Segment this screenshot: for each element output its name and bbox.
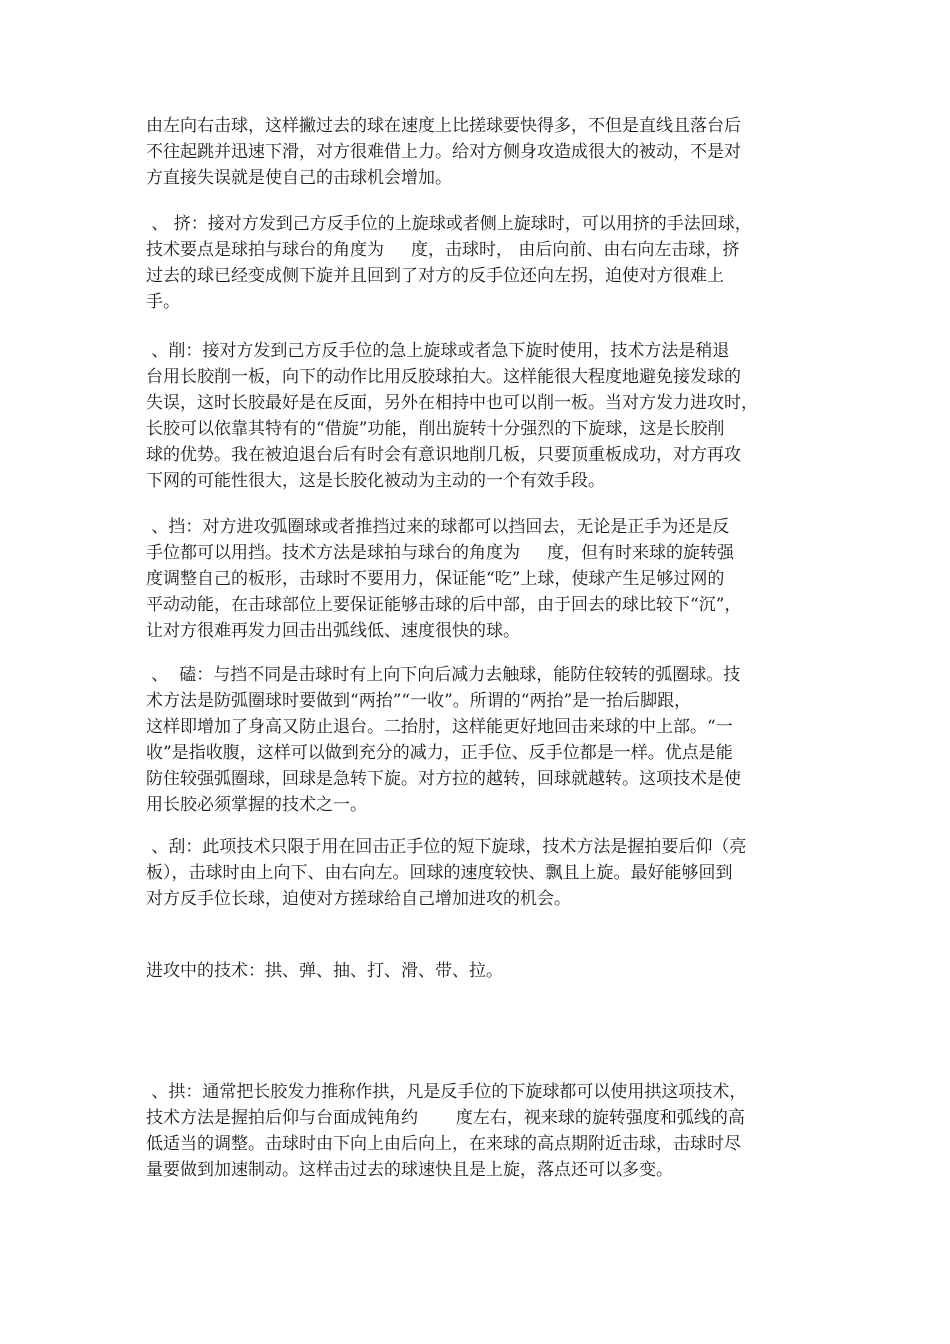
text-line: 这样即增加了身高又防止退台。二抬肘，这样能更好地回击来球的中上部。“一 — [146, 717, 733, 737]
text-line: 技术要点是球拍与球台的角度为 度，击球时， 由后向前、由右向左击球，挤 — [146, 240, 740, 260]
text-line: 板），击球时由上向下、由右向左。回球的速度较快、飘且上旋。最好能够回到 — [146, 863, 733, 883]
text-line: 不往起跳并迅速下滑，对方很难借上力。给对方侧身攻造成很大的被动，不是对 — [146, 142, 741, 162]
text-line: 、 磕：与挡不同是击球时有上向下向后减力去触球，能防住较转的弧圈球。技 — [146, 665, 741, 685]
text-line: 平动动能，在击球部位上要保证能够击球的后中部，由于回去的球比较下“沉”， — [146, 595, 742, 615]
text-line: 由左向右击球，这样撇过去的球在速度上比搓球要快得多，不但是直线且落台后 — [146, 116, 741, 136]
text-line: 进攻中的技术：拱、弹、抽、打、滑、带、拉。 — [146, 961, 503, 981]
paragraph-xiao — [146, 338, 758, 494]
text-line: 、削：接对方发到己方反手位的急上旋球或者急下旋时使用，技术方法是稍退 — [146, 341, 730, 361]
text-line: 、 挤：接对方发到己方反手位的上旋球或者侧上旋球时，可以用挤的手法回球， — [146, 214, 752, 234]
text-line: 球的优势。我在被迫退台后有时会有意识地削几板，只要顶重板成功，对方再攻 — [146, 445, 741, 465]
text-line: 对方反手位长球，迫使对方搓球给自己增加进攻的机会。 — [146, 889, 571, 909]
text-line: 防住较强弧圈球，回球是急转下旋。对方拉的越转，回球就越转。这项技术是使 — [146, 769, 741, 789]
text-line: 收”是指收腹，这样可以做到充分的减力，正手位、反手位都是一样。优点是能 — [146, 743, 733, 763]
text-line: 用长胶必须掌握的技术之一。 — [146, 795, 367, 815]
text-line: 手位都可以用挡。技术方法是球拍与球台的角度为 度，但有时来球的旋转强 — [146, 543, 735, 563]
paragraph-gua — [146, 834, 746, 912]
text-line: 量要做到加速制动。这样击过去的球速快且是上旋，落点还可以多变。 — [146, 1160, 673, 1180]
paragraph-ji — [146, 211, 752, 315]
text-line: 技术方法是握拍后仰与台面成钝角约 度左右，视来球的旋转强度和弧线的高 — [146, 1108, 745, 1128]
text-line: 度调整自己的板形，击球时不要用力，保证能“吃”上球，使球产生足够过网的 — [146, 569, 725, 589]
text-line: 、拱：通常把长胶发力推称作拱，凡是反手位的下旋球都可以使用拱这项技术， — [146, 1082, 747, 1102]
text-line: 低适当的调整。击球时由下向上由后向上，在来球的高点期附近击球，击球时尽 — [146, 1134, 741, 1154]
text-line: 让对方很难再发力回击出弧线低、速度很快的球。 — [146, 621, 520, 641]
text-line: 术方法是防弧圈球时要做到“两抬”“一收”。所谓的“两抬”是一抬后脚跟， — [146, 691, 692, 711]
text-line: 、挡：对方进攻弧圈球或者推挡过来的球都可以挡回去，无论是正手为还是反 — [146, 517, 730, 537]
paragraph-dang — [146, 514, 741, 644]
text-line: 方直接失误就是使自己的击球机会增加。 — [146, 168, 452, 188]
text-line: 过去的球已经变成侧下旋并且回到了对方的反手位还向左拐，迫使对方很难上 — [146, 266, 724, 286]
paragraph-ke — [146, 662, 741, 818]
text-line: 手。 — [146, 292, 180, 312]
section-heading-attack — [146, 958, 503, 984]
paragraph-intro-continued — [146, 113, 741, 191]
text-line: 失误，这时长胶最好是在反面，另外在相持中也可以削一板。当对方发力进攻时， — [146, 393, 758, 413]
text-line: 长胶可以依靠其特有的“借旋”功能，削出旋转十分强烈的下旋球，这是长胶削 — [146, 419, 725, 439]
paragraph-gong — [146, 1079, 746, 1183]
text-line: 、刮：此项技术只限于用在回击正手位的短下旋球，技术方法是握拍要后仰（亮 — [146, 837, 747, 857]
text-line: 下网的可能性很大，这是长胶化被动为主动的一个有效手段。 — [146, 471, 605, 491]
text-line: 台用长胶削一板，向下的动作比用反胶球拍大。这样能很大程度地避免接发球的 — [146, 367, 741, 387]
